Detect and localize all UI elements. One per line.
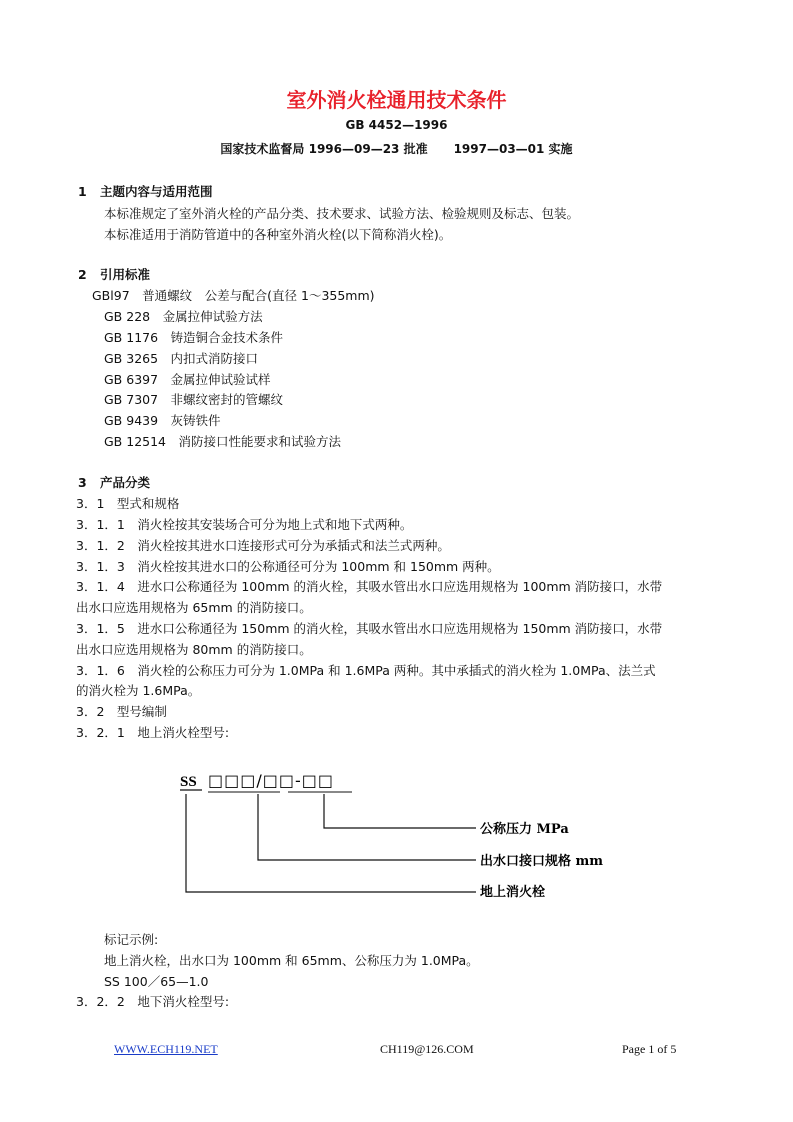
reference-item: GB 12514 消防接口性能要求和试验方法 [104, 434, 342, 449]
reference-item: GB 9439 灰铸铁件 [104, 413, 221, 428]
clause-3-1-5-line-1: 3．1．5 进水口公称通径为 150mm 的消火栓，其吸水管出水口应选用规格为 150mm 消防接口，水带 [76, 621, 663, 636]
clause-3-1-4-line-1: 3．1．4 进水口公称通径为 100mm 的消火栓，其吸水管出水口应选用规格为 100mm 消防接口，水带 [76, 579, 663, 594]
section-1-heading [78, 182, 213, 200]
leader-type [186, 794, 476, 892]
section-3-number: 3 [78, 475, 87, 490]
reference-item: GB 6397 金属拉伸试验试样 [104, 372, 271, 387]
example-heading: 标记示例: [104, 932, 159, 947]
leader-pressure [324, 794, 476, 828]
clause-3-1-6-line-2: 的消火栓为 1.6MPa。 [76, 683, 201, 698]
effective-date: 1997—03—01 实施 [453, 142, 573, 156]
reference-item: GBl97 普通螺纹 公差与配合(直径 1～355mm) [92, 288, 375, 303]
clause-3-2: 3．2 型号编制 [76, 704, 167, 719]
model-boxes: □□□/□□-□□ [208, 771, 334, 790]
section-2-number: 2 [78, 267, 87, 282]
document-title: 室外消火栓通用技术条件 [286, 88, 507, 112]
footer-page-number: Page 1 of 5 [622, 1042, 677, 1056]
section-1-para-1: 本标准规定了室外消火栓的产品分类、技术要求、试验方法、检验规则及标志、包装。 [104, 206, 580, 221]
clause-3-1-2: 3．1．2 消火栓按其进水口连接形式可分为承插式和法兰式两种。 [76, 538, 450, 553]
label-type: 地上消火栓 [480, 885, 546, 900]
example-code: SS 100／65—1.0 [104, 974, 209, 989]
approval-line [0, 140, 793, 157]
clause-3-1-4-line-2: 出水口应选用规格为 65mm 的消防接口。 [76, 600, 312, 615]
reference-item: GB 1176 铸造铜合金技术条件 [104, 330, 284, 345]
leader-outlet [258, 794, 476, 860]
footer-email: CH119@126.COM [380, 1042, 474, 1056]
section-2-title: 引用标准 [100, 267, 151, 282]
section-1-title: 主题内容与适用范围 [100, 184, 213, 199]
model-prefix: SS [180, 774, 197, 790]
clause-3-2-2: 3．2．2 地下消火栓型号: [76, 994, 230, 1009]
clause-3-1: 3．1 型式和规格 [76, 496, 180, 511]
label-outlet: 出水口接口规格 mm [480, 854, 604, 869]
reference-item: GB 7307 非螺纹密封的管螺纹 [104, 392, 284, 407]
standard-number: GB 4452—1996 [345, 118, 448, 132]
model-code-diagram [176, 764, 624, 900]
section-1-number: 1 [78, 184, 87, 199]
clause-3-1-3: 3．1．3 消火栓按其进水口的公称通径可分为 100mm 和 150mm 两种。 [76, 559, 500, 574]
clause-3-2-1: 3．2．1 地上消火栓型号: [76, 725, 230, 740]
section-2-heading [78, 265, 150, 283]
approval-date: 国家技术监督局 1996—09—23 批准 [220, 142, 428, 156]
label-pressure: 公称压力 MPa [480, 822, 569, 837]
example-text: 地上消火栓，出水口为 100mm 和 65mm、公称压力为 1.0MPa。 [104, 953, 479, 968]
reference-item: GB 228 金属拉伸试验方法 [104, 309, 263, 324]
footer-website-link[interactable]: WWW.ECH119.NET [114, 1042, 218, 1056]
reference-item: GB 3265 内扣式消防接口 [104, 351, 259, 366]
clause-3-1-6-line-1: 3．1．6 消火栓的公称压力可分为 1.0MPa 和 1.6MPa 两种。其中承插式的消火栓为 1.0MPa、法兰式 [76, 663, 656, 678]
model-code-svg [176, 764, 624, 900]
clause-3-1-1: 3．1．1 消火栓按其安装场合可分为地上式和地下式两种。 [76, 517, 413, 532]
clause-3-1-5-line-2: 出水口应选用规格为 80mm 的消防接口。 [76, 642, 312, 657]
section-3-heading [78, 473, 150, 491]
section-1-para-2: 本标准适用于消防管道中的各种室外消火栓(以下简称消火栓)。 [104, 227, 452, 242]
section-3-title: 产品分类 [100, 475, 151, 490]
